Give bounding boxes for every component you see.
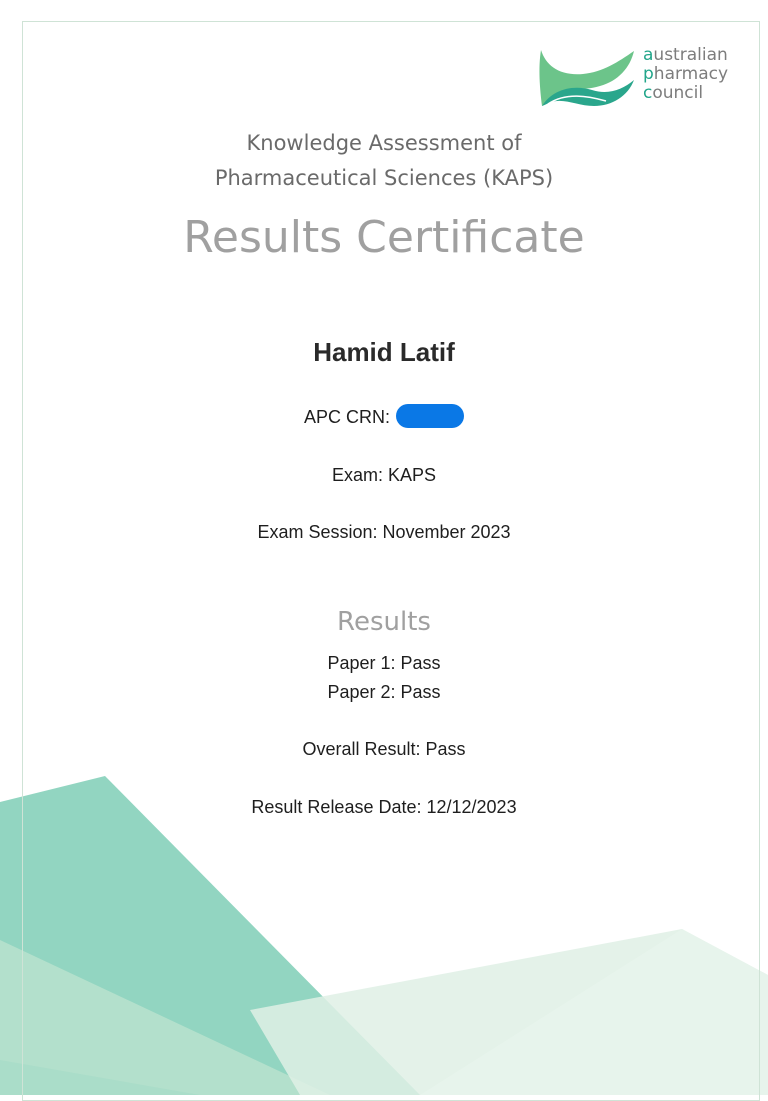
exam-session-line: Exam Session: November 2023 <box>257 522 511 542</box>
logo-word-pharmacy: harmacy <box>653 64 729 84</box>
result-release-date: Result Release Date: 12/12/2023 <box>251 797 517 817</box>
crn-label: APC CRN: <box>303 407 390 427</box>
overall-result: Overall Result: Pass <box>302 739 466 759</box>
apc-wave-logo-icon <box>538 46 636 108</box>
logo-initial-p: p <box>643 64 654 84</box>
subtitle-line-2: Pharmaceutical Sciences (KAPS) <box>214 166 554 190</box>
crn-line <box>0 407 768 428</box>
paper-2-result: Paper 2: Pass <box>327 682 441 702</box>
logo-word-australian: ustralian <box>653 45 728 65</box>
logo-word-council: ouncil <box>652 83 704 103</box>
crn-redaction-mark <box>396 404 464 428</box>
logo-initial-a: a <box>643 45 654 65</box>
paper-1-result: Paper 1: Pass <box>327 653 441 673</box>
apc-logo <box>538 46 738 108</box>
exam-line: Exam: KAPS <box>331 465 437 485</box>
certificate-subtitle <box>0 126 768 196</box>
certificate-title: Results Certificate <box>183 212 585 263</box>
results-heading: Results <box>337 607 431 637</box>
logo-initial-c: c <box>643 83 653 103</box>
candidate-name: Hamid Latif <box>313 337 455 367</box>
subtitle-line-1: Knowledge Assessment of <box>246 131 522 155</box>
